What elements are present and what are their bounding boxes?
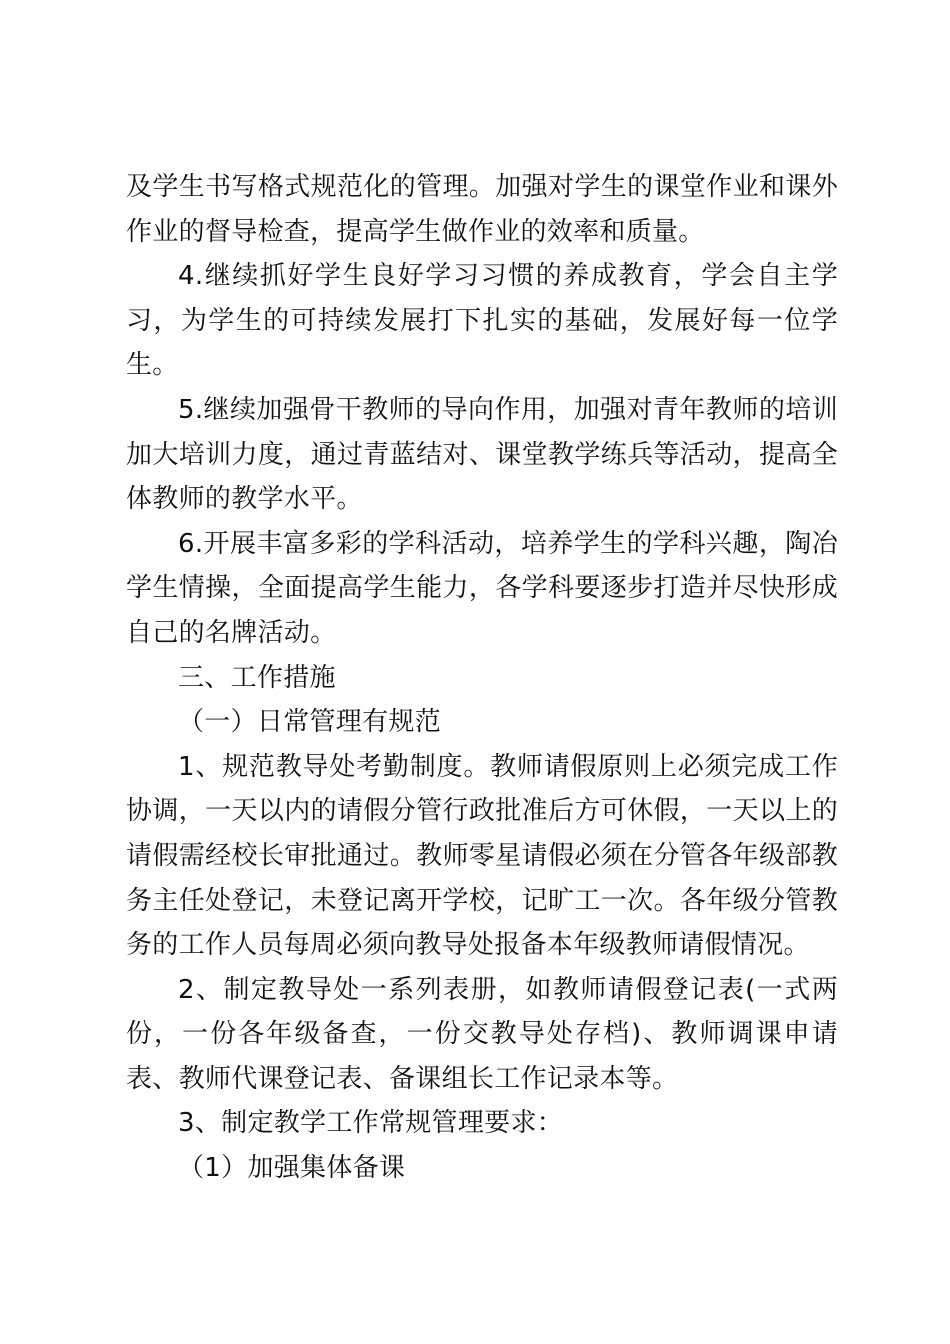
paragraph-2: 4.继续抓好学生良好学习习惯的养成教育，学会自主学习，为学生的可持续发展打下扎实的基础，发展好每一位学生。 <box>126 261 838 381</box>
paragraph-6: 2、制定教导处一系列表册，如教师请假登记表(一式两份，一份各年级备查，一份交教导处存档)、教师调课申请表、教师代课登记表、备课组长工作记录本等。 <box>126 974 838 1094</box>
paragraph-7: 3、制定教学工作常规管理要求： <box>178 1108 564 1139</box>
paragraph-1: 及学生书写格式规范化的管理。加强对学生的课堂作业和课外作业的督导检查，提高学生做作业的效率和质量。 <box>126 172 838 247</box>
paragraph-3: 5.继续加强骨干教师的导向作用，加强对青年教师的培训加大培训力度，通过青蓝结对、课堂教学练兵等活动，提高全体教师的教学水平。 <box>126 394 838 515</box>
subsection-heading: （一）日常管理有规范 <box>178 707 442 738</box>
section-heading: 三、工作措施 <box>178 662 336 693</box>
paragraph-4: 6.开展丰富多彩的学科活动，培养学生的学科兴趣，陶冶学生情操，全面提高学生能力，各学科要逐步打造并尽快形成自己的名牌活动。 <box>126 528 838 648</box>
document-body <box>126 165 838 1191</box>
list-item-heading: （1）加强集体备课 <box>178 1153 406 1184</box>
paragraph-5: 1、规范教导处考勤制度。教师请假原则上必须完成工作协调，一天以内的请假分管行政批准后方可休假，一天以上的请假需经校长审批通过。教师零星请假必须在分管各年级部教务主任处登记，未登记离开学校，记旷工一次。各年级分管教务的工作人员每周必须向教导处报备本年级教师请假情况。 <box>126 751 838 961</box>
